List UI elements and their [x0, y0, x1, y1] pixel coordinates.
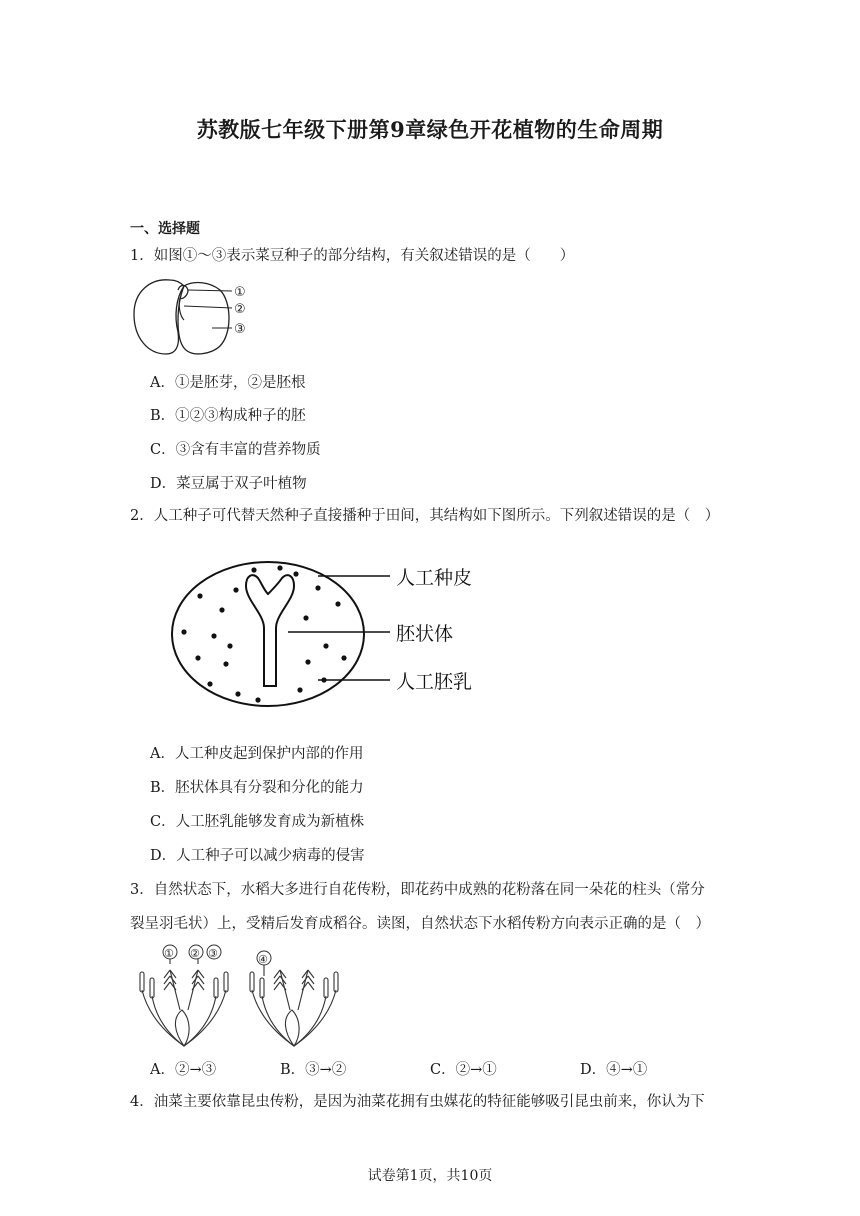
fig2-label-embryoid: 胚状体 — [396, 623, 454, 645]
q2-option-d[interactable]: D．人工种子可以减少病毒的侵害 — [150, 848, 365, 864]
q1-option-b[interactable]: B．①②③构成种子的胚 — [150, 408, 306, 424]
fig2-label-endosperm: 人工胚乳 — [396, 671, 473, 693]
rice-flower-right — [250, 964, 338, 1046]
q1-option-c[interactable]: C．③含有丰富的营养物质 — [150, 442, 321, 458]
page-footer: 试卷第1页，共10页 — [367, 1168, 493, 1184]
question-2-stem: 2．人工种子可代替天然种子直接播种于田间，其结构如下图所示。下列叙述错误的是（ ） — [130, 508, 720, 524]
bean-cotyledon-left — [134, 280, 184, 354]
q3-option-a[interactable]: A．②→③ — [150, 1062, 217, 1078]
rice-flower-figure — [134, 942, 344, 1052]
q2-option-a[interactable]: A．人工种皮起到保护内部的作用 — [150, 746, 364, 762]
q1-option-d[interactable]: D．菜豆属于双子叶植物 — [150, 476, 307, 492]
fig2-label-seed-coat: 人工种皮 — [396, 567, 473, 589]
artificial-seed-coat — [172, 562, 364, 706]
bean-radicle — [179, 298, 184, 320]
artificial-seed-figure — [168, 554, 498, 714]
q3-option-d[interactable]: D．④→① — [580, 1062, 648, 1078]
fig1-label-2: ② — [234, 302, 246, 317]
question-3-stem-line1: 3．自然状态下，水稻大多进行自花传粉，即花药中成熟的花粉落在同一朵花的柱头（常分 — [130, 882, 705, 898]
q1-option-a[interactable]: A．①是胚芽，②是胚根 — [150, 375, 306, 391]
section-heading: 一、选择题 — [130, 221, 200, 237]
question-4-stem: 4．油菜主要依靠昆虫传粉，是因为油菜花拥有虫媒花的特征能够吸引昆虫前来，你认为下 — [130, 1094, 705, 1110]
question-3-stem-line2: 裂呈羽毛状）上，受精后发育成稻谷。读图，自然状态下水稻传粉方向表示正确的是（ ） — [130, 916, 710, 932]
question-1-stem: 1．如图①～③表示菜豆种子的部分结构，有关叙述错误的是（ ） — [130, 248, 575, 264]
q2-option-c[interactable]: C．人工胚乳能够发育成为新植株 — [150, 814, 365, 830]
q3-option-b[interactable]: B．③→② — [280, 1062, 347, 1078]
fig3-label-2: ② — [190, 947, 200, 960]
rice-flower-left — [140, 952, 228, 1046]
bean-cotyledon-right — [178, 283, 229, 354]
fig3-label-1: ① — [164, 947, 174, 960]
fig3-label-3: ③ — [208, 947, 218, 960]
fig1-label-1: ① — [234, 285, 246, 300]
q3-option-c[interactable]: C．②→① — [430, 1062, 497, 1078]
fig3-label-4: ④ — [258, 953, 268, 966]
embryoid — [246, 575, 294, 686]
bean-seed-figure — [128, 276, 268, 360]
q2-option-b[interactable]: B．胚状体具有分裂和分化的能力 — [150, 780, 364, 796]
fig1-label-3: ③ — [234, 322, 246, 337]
page-title: 苏教版七年级下册第9章绿色开花植物的生命周期 — [196, 117, 664, 142]
